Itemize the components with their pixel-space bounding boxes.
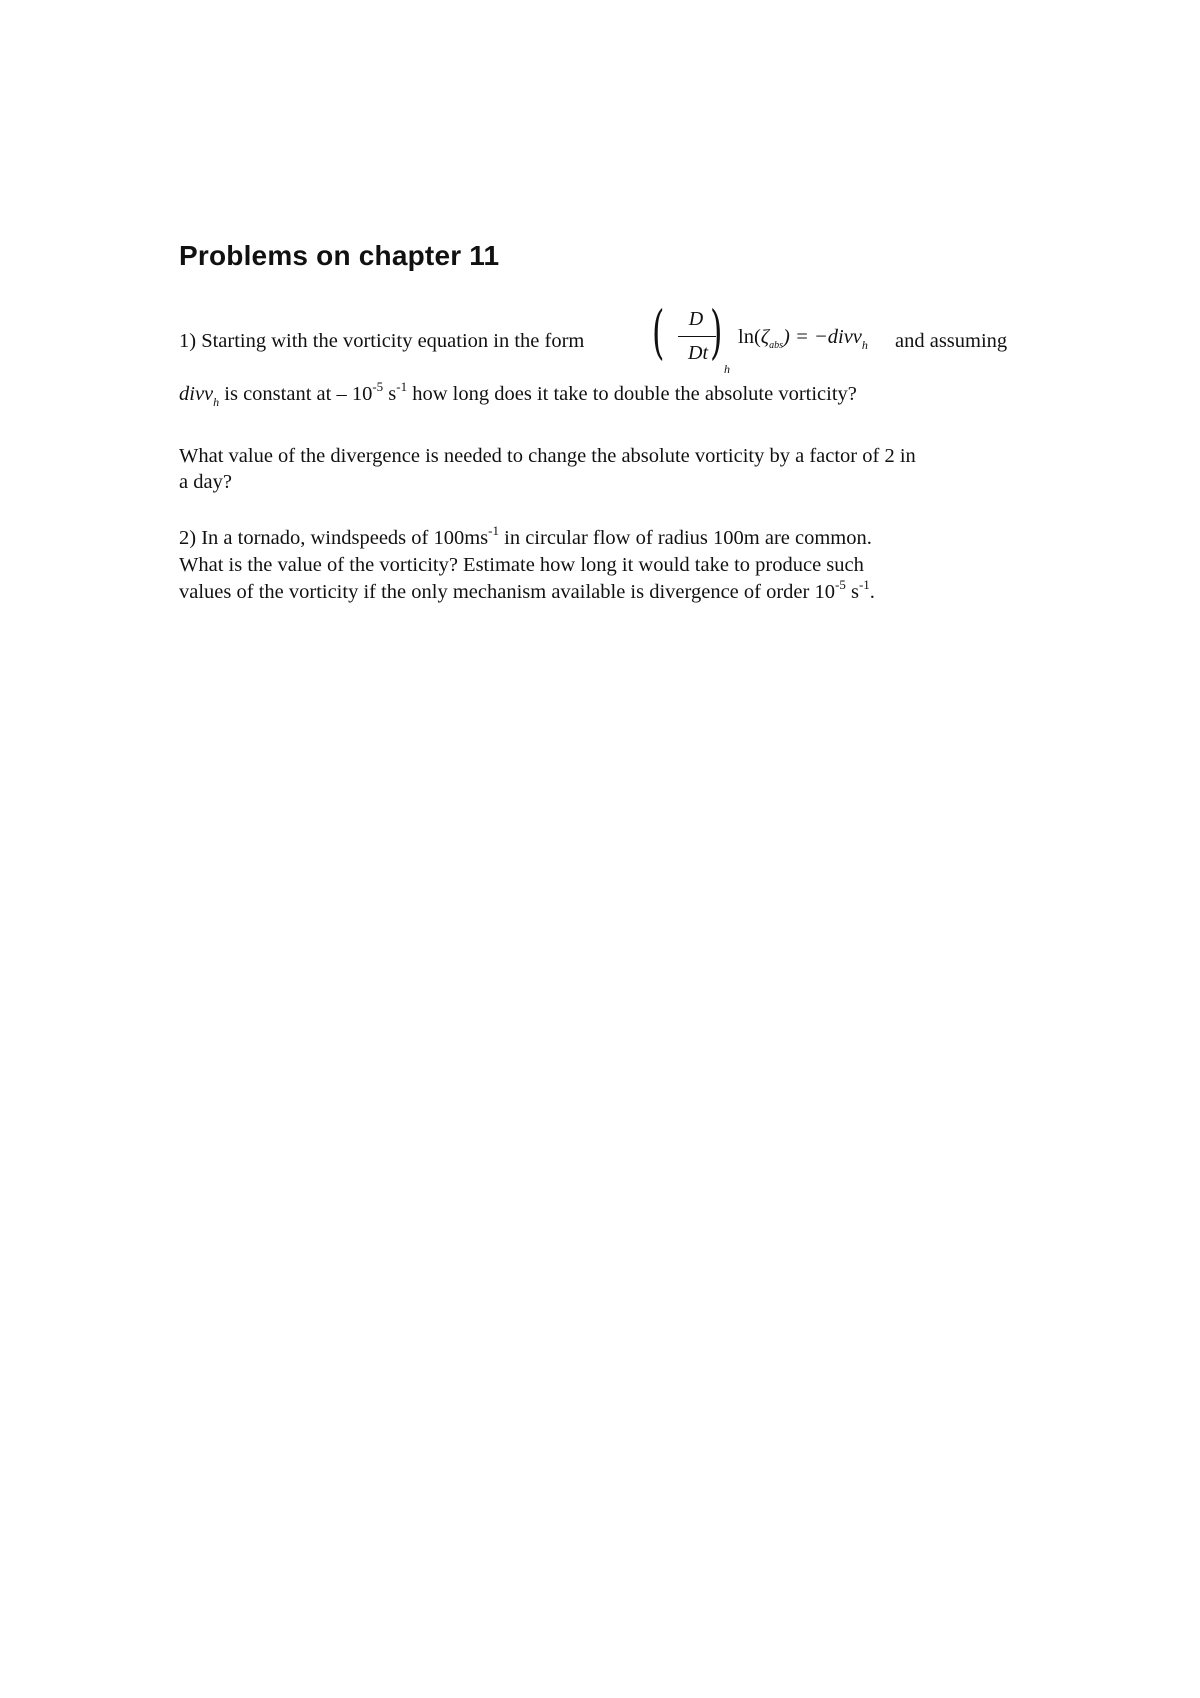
zeta-symbol: ζ bbox=[760, 326, 770, 348]
problem-2-line-3 bbox=[179, 577, 875, 603]
problem-1b-line-2: a day? bbox=[179, 471, 232, 493]
problem-1-line-1 bbox=[179, 331, 584, 352]
p2-line1-exp: -1 bbox=[488, 523, 499, 538]
exponent: -5 bbox=[372, 379, 384, 394]
rhs-subscript: h bbox=[861, 338, 868, 352]
div-v-symbol: divv bbox=[179, 383, 214, 405]
page-title: Problems on chapter 11 bbox=[179, 240, 500, 271]
p2-line3-end: . bbox=[869, 581, 875, 603]
log-function: ln( bbox=[738, 326, 761, 348]
formula-rhs bbox=[738, 326, 868, 352]
question-text: how long does it take to double the absolute vorticity? bbox=[412, 383, 857, 405]
problem-2-line-2: What is the value of the vorticity? Estimate how long it would take to produce such bbox=[179, 554, 864, 576]
fraction-denominator: Dt bbox=[688, 342, 708, 364]
fraction-numerator: D bbox=[688, 308, 704, 330]
constant-text: is constant at – bbox=[224, 383, 347, 405]
zeta-subscript: abs bbox=[769, 340, 783, 351]
formula-subscript-h: h bbox=[724, 362, 730, 376]
p2-line3-unit: s bbox=[850, 581, 859, 603]
problem-1-tail bbox=[895, 331, 1007, 352]
left-paren: ( bbox=[652, 298, 665, 366]
problem-1-intro: 1) Starting with the vorticity equation in the form bbox=[179, 330, 585, 352]
rhs-expression: ) = −divv bbox=[783, 326, 862, 348]
p2-line3-unit-exp: -1 bbox=[858, 577, 870, 592]
p2-line1-a: 2) In a tornado, windspeeds of 100ms bbox=[179, 527, 489, 549]
div-v-subscript: h bbox=[213, 395, 220, 409]
p2-line3-exp: -5 bbox=[834, 577, 846, 592]
unit: s bbox=[388, 383, 397, 405]
p2-line1-b: in circular flow of radius 100m are common. bbox=[504, 527, 872, 549]
unit-exponent: -1 bbox=[396, 379, 408, 394]
right-paren: ) bbox=[710, 298, 723, 366]
problem-1-line-2 bbox=[179, 379, 857, 409]
base-10: 10 bbox=[351, 383, 373, 405]
problem-2-line-1 bbox=[179, 523, 872, 549]
problem-1-tail-text: and assuming bbox=[895, 330, 1008, 352]
p2-line3-a: values of the vorticity if the only mechanism available is divergence of order 10 bbox=[179, 581, 835, 603]
problem-1b-line-1: What value of the divergence is needed to change the absolute vorticity by a factor of 2 in bbox=[179, 445, 916, 467]
